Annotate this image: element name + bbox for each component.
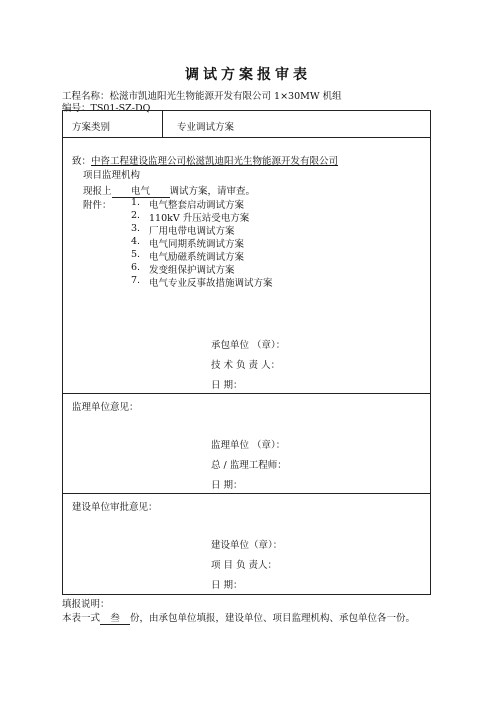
page-title: 调试方案报审表 bbox=[185, 67, 311, 83]
review-form-table bbox=[62, 110, 431, 595]
footer-note bbox=[62, 610, 415, 625]
supervision-date-label: 日 期： bbox=[211, 480, 243, 491]
attachment-num: 1. bbox=[131, 197, 141, 208]
section-divider bbox=[63, 393, 430, 394]
row-divider bbox=[63, 137, 430, 138]
submit-line bbox=[83, 183, 255, 198]
to-line bbox=[72, 153, 338, 167]
section-divider bbox=[63, 493, 430, 494]
submit-prefix: 现报上 bbox=[83, 186, 112, 197]
footer-note-prefix: 本表一式 bbox=[62, 613, 101, 624]
header-divider bbox=[162, 111, 163, 137]
attachment-text: 电气励磁系统调试方案 bbox=[149, 252, 245, 263]
category-value: 专业调试方案 bbox=[177, 122, 235, 133]
attachment-num: 4. bbox=[131, 236, 141, 247]
attachment-text: 发变组保护调试方案 bbox=[149, 265, 235, 276]
contractor-date-label: 日 期： bbox=[211, 380, 243, 391]
attachment-text: 110kV 升压站受电方案 bbox=[149, 213, 250, 224]
supervision-engineer-label: 总 / 监理工程师： bbox=[211, 460, 287, 471]
owner-manager-label: 项 目 负 责人： bbox=[211, 560, 278, 571]
attachment-text: 电气专业反事故措施调试方案 bbox=[149, 278, 273, 289]
footer-heading: 填报说明： bbox=[62, 599, 110, 610]
supervision-unit-label: 监理单位 （章）： bbox=[211, 440, 286, 451]
copies-count[interactable]: 叁 bbox=[100, 610, 130, 625]
attachment-num: 7. bbox=[131, 275, 141, 286]
contractor-unit-label: 承包单位 （章）： bbox=[211, 340, 286, 351]
footer-note-suffix: 份，由承包单位填报，建设单位、项目监理机构、承包单位各一份。 bbox=[130, 613, 416, 624]
supervision-heading: 监理单位意见： bbox=[72, 402, 139, 413]
owner-unit-label: 建设单位（章）： bbox=[211, 540, 283, 551]
attachment-num: 6. bbox=[131, 262, 141, 273]
contractor-tech-label: 技 术 负 责 人： bbox=[211, 360, 281, 371]
attachment-num: 2. bbox=[131, 210, 141, 221]
owner-date-label: 日 期： bbox=[211, 580, 243, 591]
attachment-num: 3. bbox=[131, 223, 141, 234]
attachment-text: 电气同期系统调试方案 bbox=[149, 239, 245, 250]
to-prefix: 致： bbox=[72, 156, 92, 167]
submit-field[interactable]: 电气 bbox=[112, 183, 170, 198]
submit-suffix: 调试方案，请审查。 bbox=[169, 186, 256, 197]
attachment-num: 5. bbox=[131, 249, 141, 260]
attachments-label: 附件： bbox=[83, 200, 112, 211]
attachment-text: 电气整套启动调试方案 bbox=[149, 200, 245, 211]
owner-heading: 建设单位审批意见： bbox=[72, 502, 158, 513]
document-code: 编号：TS01-SZ-DQ bbox=[62, 103, 151, 114]
category-label: 方案类别 bbox=[72, 122, 111, 133]
attachment-text: 厂用电带电调试方案 bbox=[149, 226, 235, 237]
to-line2: 项目监理机构 bbox=[83, 170, 141, 181]
to-recipient: 中咨工程建设监理公司松滋凯迪阳光生物能源开发有限公司 bbox=[91, 156, 339, 167]
project-name: 工程名称：松滋市凯迪阳光生物能源开发有限公司 1×30MW 机组 bbox=[62, 91, 342, 102]
